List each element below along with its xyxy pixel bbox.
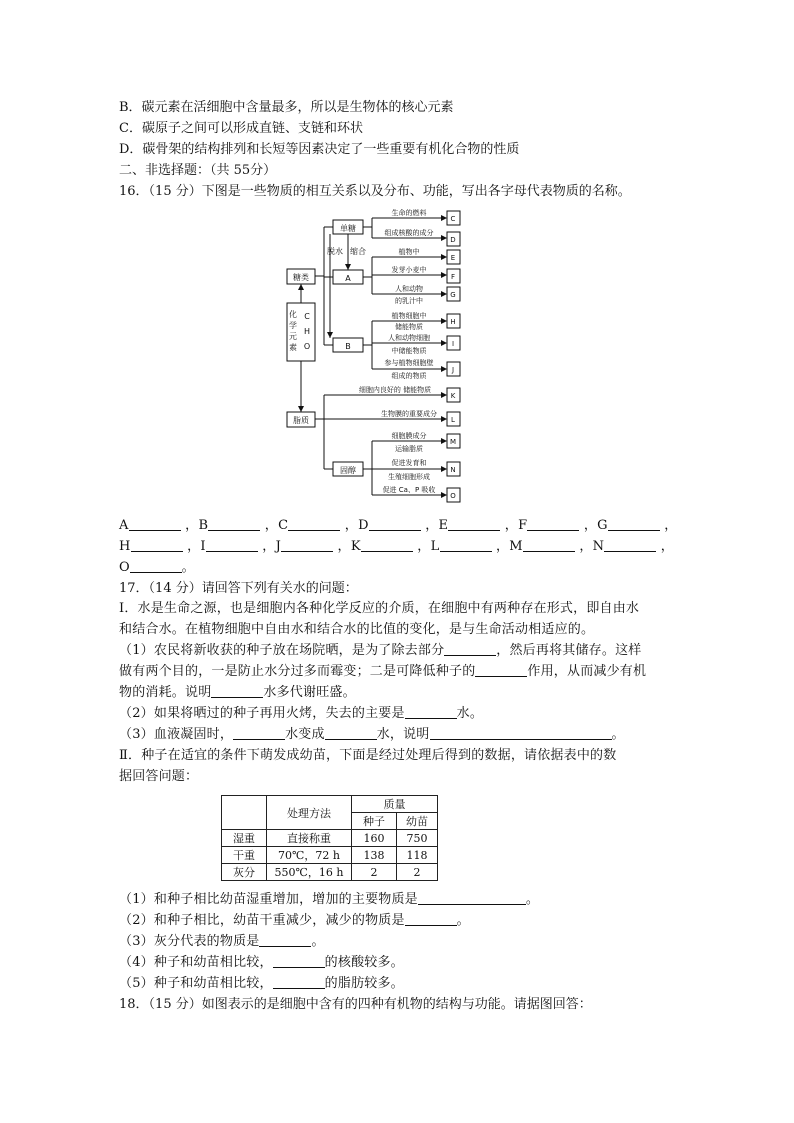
table-row: 湿重 直接称重 160 750 xyxy=(222,830,438,847)
subq-1-line-a: （1）农民将新收获的种子放在场院晒，是为了除去部分 ，然后再将其储存。这样 xyxy=(119,643,642,658)
blank-t1[interactable] xyxy=(418,891,526,905)
table-q-2: （2）和种子相比，幼苗干重减少，减少的物质是 。 xyxy=(119,913,470,928)
letter-m: M xyxy=(449,438,457,446)
label-c: 生命的燃料 xyxy=(391,209,427,217)
letter-o: O xyxy=(450,492,456,500)
letter-g: G xyxy=(450,291,456,299)
table-row: 干重 70℃，72 h 138 118 xyxy=(222,847,438,864)
label-e: 植物中 xyxy=(398,248,420,256)
blank-b[interactable] xyxy=(208,517,260,531)
question-17-stem: 17．（14 分）请回答下列有关水的问题： xyxy=(119,581,358,596)
label-n1: 促进发育和 xyxy=(391,459,427,467)
label-j2: 组成的物质 xyxy=(391,372,427,380)
b-label: B xyxy=(345,342,351,351)
letter-k: K xyxy=(450,392,456,400)
blank-s1c[interactable] xyxy=(211,684,263,698)
label-d: 组成核酸的成分 xyxy=(384,229,434,237)
blank-e[interactable] xyxy=(448,517,500,531)
blank-c[interactable] xyxy=(288,517,340,531)
blank-s2[interactable] xyxy=(405,705,457,719)
mass-header: 质量 xyxy=(352,796,438,813)
letter-f: F xyxy=(450,273,456,281)
root-char-4: 素 xyxy=(289,343,297,352)
letter-e: E xyxy=(450,254,456,262)
label-i2: 中储能物质 xyxy=(391,347,427,355)
blank-j[interactable] xyxy=(281,538,333,552)
root-char-2: 学 xyxy=(289,321,297,330)
label-j1: 参与植物细胞壁 xyxy=(384,359,434,367)
seed-seedling-table xyxy=(221,795,438,881)
blank-m[interactable] xyxy=(523,538,575,552)
label-l: 生物膜的重要成分 xyxy=(381,410,437,418)
substance-relationship-diagram xyxy=(280,207,470,505)
part-1-intro-b: 和结合水。在植物细胞中自由水和结合水的比值的变化，是与生命活动相适应的。 xyxy=(119,622,595,637)
root-char-1: 化 xyxy=(289,310,297,319)
part-1-intro-a: Ⅰ．水是生命之源，也是细胞内各种化学反应的介质，在细胞中有两种存在形式，即自由水 xyxy=(119,601,640,616)
seedling-header: 幼苗 xyxy=(397,813,438,830)
blank-s1a[interactable] xyxy=(444,642,496,656)
label-n2: 生殖细胞形成 xyxy=(388,473,430,481)
seed-header: 种子 xyxy=(352,813,397,830)
part-2-intro-b: 据回答问题： xyxy=(119,769,199,784)
blank-o[interactable] xyxy=(130,559,182,573)
monosaccharide-label: 单糖 xyxy=(340,224,356,233)
blank-s3c[interactable] xyxy=(430,726,612,740)
root-side-o: O xyxy=(303,342,311,351)
table-q-1: （1）和种子相比幼苗湿重增加，增加的主要物质是 。 xyxy=(119,892,540,907)
label-i1: 人和动物细胞 xyxy=(388,334,430,342)
blank-s1b[interactable] xyxy=(475,663,527,677)
option-c: C．碳原子之间可以形成直链、支链和环状 xyxy=(119,121,363,136)
blank-g[interactable] xyxy=(608,517,660,531)
table-q-4: （4）种子和幼苗相比较， 的核酸较多。 xyxy=(119,955,404,970)
blank-h[interactable] xyxy=(131,538,183,552)
letter-l: L xyxy=(451,416,455,424)
table-q-3: （3）灰分代表的物质是 。 xyxy=(119,934,325,949)
blank-f[interactable] xyxy=(527,517,579,531)
blank-t2[interactable] xyxy=(405,912,457,926)
dehydration-label: 脱水 xyxy=(327,247,343,256)
blank-i[interactable] xyxy=(206,538,258,552)
blank-l[interactable] xyxy=(440,538,492,552)
answer-row-1: A ，B ，C ，D ，E ，F ，G ， xyxy=(119,518,678,533)
subq-1-line-c: 物的消耗。说明 水多代谢旺盛。 xyxy=(119,685,356,700)
label-h1: 植物细胞中 xyxy=(391,312,427,320)
question-18-stem: 18．（15 分）如图表示的是细胞中含有的四种有机物的结构与功能。请据图回答： xyxy=(119,997,592,1012)
part-2-intro-a: Ⅱ．种子在适宜的条件下萌发成幼苗，下面是经过处理后得到的数据，请依据表中的数 xyxy=(119,748,617,763)
root-side-c: C xyxy=(304,312,310,321)
label-o: 促进 Ca、P 吸收 xyxy=(382,486,436,494)
label-m2: 运输脂质 xyxy=(395,445,423,453)
a-label: A xyxy=(345,274,351,283)
root-char-3: 元 xyxy=(289,332,297,341)
section-2-title: 二、非选择题：（共 55分） xyxy=(119,163,277,178)
blank-a[interactable] xyxy=(129,517,181,531)
question-16-stem: 16．（15 分）下图是一些物质的相互关系以及分布、功能，写出各字母代表物质的名称。 xyxy=(119,184,631,199)
label-f: 发芽小麦中 xyxy=(391,266,427,274)
table-row: 灰分 550℃，16 h 2 2 xyxy=(222,864,438,881)
letter-h: H xyxy=(450,318,456,326)
blank-t4[interactable] xyxy=(273,954,325,968)
letter-j: J xyxy=(451,366,455,374)
blank-d[interactable] xyxy=(369,517,421,531)
letter-d: D xyxy=(450,236,456,244)
blank-t3[interactable] xyxy=(259,933,311,947)
table-q-5: （5）种子和幼苗相比较， 的脂肪较多。 xyxy=(119,976,404,991)
label-g2: 的乳汁中 xyxy=(395,297,423,305)
sugar-label: 糖类 xyxy=(293,273,309,282)
label-g1: 人和动物 xyxy=(395,285,423,293)
answer-row-2: H ，I ，J ，K ，L ，M ，N ， xyxy=(119,539,675,554)
subq-2: （2）如果将晒过的种子再用火烤，失去的主要是 水。 xyxy=(119,706,484,721)
blank-t5[interactable] xyxy=(273,975,325,989)
option-d: D．碳骨架的结构排列和长短等因素决定了一些重要有机化合物的性质 xyxy=(119,142,520,157)
label-m1: 细胞膜成分 xyxy=(391,432,427,440)
sterol-label: 固醇 xyxy=(340,466,356,475)
answer-row-3: O 。 xyxy=(119,560,195,575)
blank-s3b[interactable] xyxy=(325,726,377,740)
lipid-label: 脂质 xyxy=(293,416,309,425)
label-k: 细胞内良好的 储能物质 xyxy=(358,386,432,394)
blank-n[interactable] xyxy=(604,538,656,552)
option-b: B．碳元素在活细胞中含量最多，所以是生物体的核心元素 xyxy=(119,100,454,115)
blank-k[interactable] xyxy=(361,538,413,552)
letter-n: N xyxy=(450,466,456,474)
letter-c: C xyxy=(450,215,456,223)
label-h2: 储能物质 xyxy=(395,323,423,331)
letter-i: I xyxy=(451,340,455,348)
condensation-label: 缩合 xyxy=(350,247,366,256)
root-side-h: H xyxy=(303,327,311,336)
method-header: 处理方法 xyxy=(267,796,352,830)
subq-3: （3）血液凝固时， 水变成 水，说明 。 xyxy=(119,727,625,742)
blank-s3a[interactable] xyxy=(233,726,285,740)
subq-1-line-b: 做有两个目的，一是防止水分过多而霉变；二是可降低种子的 作用，从而减少有机 xyxy=(119,664,647,679)
